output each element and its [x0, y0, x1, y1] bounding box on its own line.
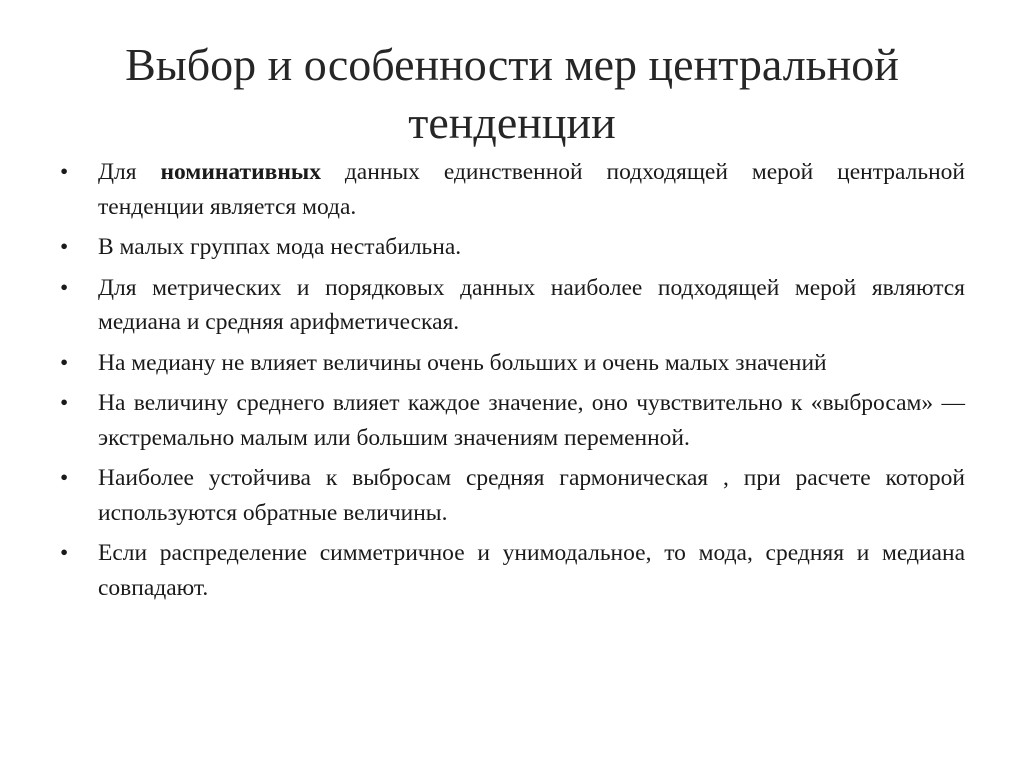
bullet-item-1: [60, 155, 965, 224]
bullet-text-suffix: данных единственной подходящей мерой центральной тенденции является мода.: [98, 159, 965, 220]
bullet-text: Для метрических и порядковых данных наиболее подходящей мерой являются медиана и средняя арифметическая.: [98, 274, 965, 335]
bullet-text-prefix: Для: [98, 159, 161, 185]
bullet-text: На величину среднего влияет каждое значение, оно чувствительно к «выбросам» — экстремально малым или большим значениям переменной.: [98, 390, 965, 451]
bullet-marker: •: [60, 540, 69, 566]
bullet-marker: •: [60, 349, 69, 376]
bullet-text: Если распределение симметричное и унимодальное, то мода, средняя и медиана совпадают.: [98, 540, 965, 601]
bullet-marker: •: [60, 274, 69, 301]
slide-title-line-2: тенденции: [408, 97, 616, 148]
bullet-marker: •: [60, 159, 69, 185]
bullet-marker: •: [60, 234, 69, 260]
bullet-item-6: [60, 461, 965, 530]
bullet-item-3: [60, 271, 965, 340]
bullet-text-bold: номинативных: [160, 159, 321, 185]
bullet-list: [60, 155, 965, 611]
bullet-text: На медиану не влияет величины очень больших и очень малых значений: [98, 349, 827, 376]
bullet-item-7: [60, 536, 965, 605]
bullet-text: Наиболее устойчива к выбросам средняя гармоническая , при расчете которой используются обратные величины.: [98, 465, 965, 526]
slide-title: [60, 36, 964, 152]
bullet-item-2: [60, 230, 965, 265]
bullet-marker: •: [60, 465, 69, 491]
slide-title-line-1: Выбор и особенности мер центральной: [125, 39, 899, 90]
bullet-item-5: [60, 386, 965, 455]
bullet-text: В малых группах мода нестабильна.: [98, 234, 462, 260]
bullet-marker: •: [60, 390, 69, 416]
bullet-item-4: [60, 346, 965, 381]
